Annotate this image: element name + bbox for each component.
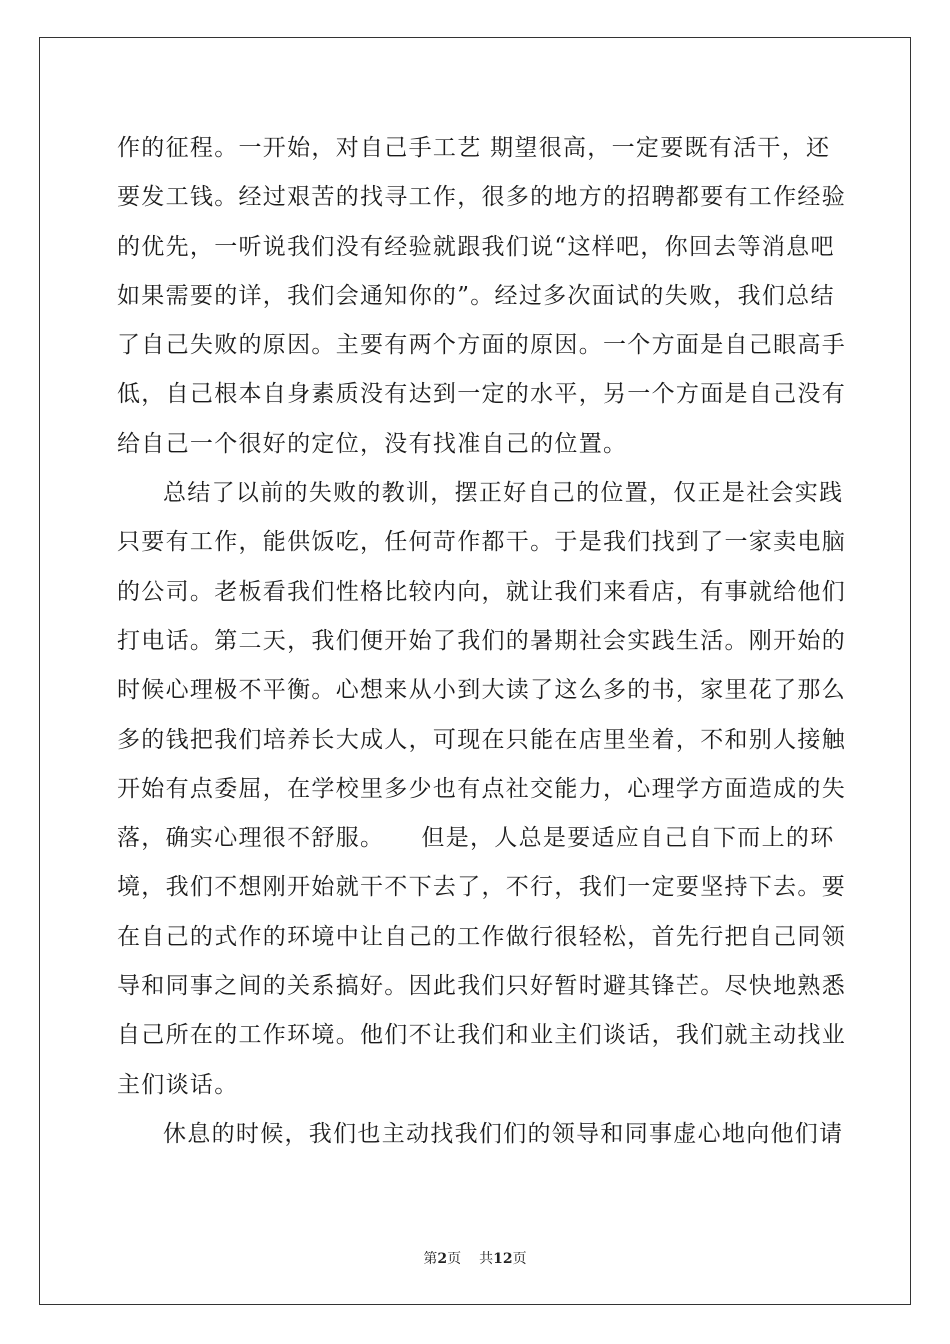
text-line: 总结了以前的失败的教训，摆正好自己的位置，仅正是社会实践 <box>163 480 844 507</box>
footer-total-prefix: 共 <box>479 1251 494 1267</box>
text-line: 境，我们不想刚开始就干不下去了，不行，我们一定要坚持下去。要 <box>117 874 846 901</box>
page-footer <box>0 1248 950 1268</box>
text-line: 给自己一个很好的定位，没有找准自己的位置。 <box>117 430 628 457</box>
document-body <box>117 124 846 1159</box>
footer-page-suffix: 页 <box>447 1251 462 1267</box>
text-line: 打电话。第二天，我们便开始了我们的暑期社会实践生活。刚开始的 <box>117 627 846 654</box>
text-line: 作的征程。一开始，对自己手工艺 期望很高，一定要既有活干，还 <box>117 135 831 161</box>
text-line: 主们谈话。 <box>117 1071 239 1098</box>
total-page-count: 12 <box>493 1251 513 1267</box>
text-line: 时候心理极不平衡。心想来从小到大读了这么多的书，家里花了那么 <box>117 677 846 704</box>
text-line: 的优先，一听说我们没有经验就跟我们说“这样吧，你回去等消息吧 <box>117 233 835 260</box>
text-line: 多的钱把我们培养长大成人，可现在只能在店里坐着，不和别人接触 <box>117 726 846 753</box>
text-line: 低，自己根本自身素质没有达到一定的水平，另一个方面是自己没有 <box>117 381 846 408</box>
text-line: 在自己的式作的环境中让自己的工作做行很轻松，首先行把自己同领 <box>117 923 846 950</box>
footer-prefix: 第 <box>423 1251 438 1267</box>
text-line: 落，确实心理很不舒服。 但是，人总是要适应自己自下而上的环 <box>117 825 835 852</box>
text-line: 只要有工作，能供饭吃，任何苛作都干。于是我们找到了一家卖电脑 <box>117 529 846 556</box>
text-line: 休息的时候，我们也主动找我们们的领导和同事虚心地向他们请 <box>163 1120 844 1147</box>
text-line: 要发工钱。经过艰苦的找寻工作，很多的地方的招聘都要有工作经验 <box>117 184 846 211</box>
text-line: 开始有点委屈，在学校里多少也有点社交能力，心理学方面造成的失 <box>117 775 846 802</box>
text-line: 的公司。老板看我们性格比较内向，就让我们来看店，有事就给他们 <box>117 578 846 605</box>
text-line: 自己所在的工作环境。他们不让我们和业主们谈话，我们就主动找业 <box>117 1022 846 1049</box>
text-line: 了自己失败的原因。主要有两个方面的原因。一个方面是自己眼高手 <box>117 332 846 359</box>
footer-total-suffix: 页 <box>512 1251 527 1267</box>
text-line: 导和同事之间的关系搞好。因此我们只好暂时避其锋芒。尽快地熟悉 <box>117 973 846 1000</box>
text-line: 如果需要的详，我们会通知你的”。经过多次面试的失败，我们总结 <box>117 282 835 309</box>
current-page-number: 2 <box>437 1251 448 1267</box>
